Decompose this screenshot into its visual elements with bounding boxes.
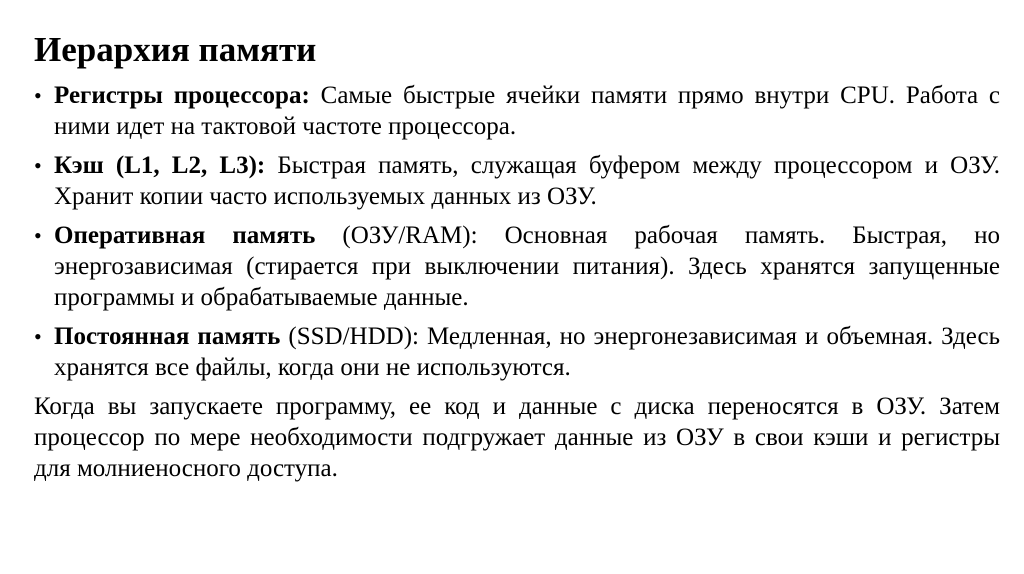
item-term: Кэш (L1, L2, L3): <box>54 152 266 179</box>
item-text: Быстрая память, служащая буфером между процессором и ОЗУ. Хранит копии часто используемых данных из ОЗУ. <box>54 152 1000 210</box>
slide-title: Иерархия памяти <box>34 30 317 69</box>
bullet-icon: • <box>34 223 42 248</box>
list-item <box>34 220 1000 313</box>
list-item <box>34 321 1000 383</box>
bullet-icon: • <box>34 153 42 178</box>
item-text: (ОЗУ/RAM): Основная рабочая память. Быстрая, но энергозависимая (стирается при выключении питания). Здесь хранятся запущенные программы и обрабатываемые данные. <box>54 222 1000 311</box>
summary-paragraph: Когда вы запускаете программу, ее код и данные с диска переносятся в ОЗУ. Затем процессор по мере необходимости подгружает данные из ОЗУ в свои кэши и регистры для молниеносного доступа. <box>34 393 1000 482</box>
list-item <box>34 80 1000 142</box>
item-text: Самые быстрые ячейки памяти прямо внутри CPU. Работа с ними идет на тактовой частоте процессора. <box>54 82 1001 140</box>
bullet-icon: • <box>34 324 42 349</box>
bullet-icon: • <box>34 83 42 108</box>
item-term: Регистры процессора: <box>54 82 310 109</box>
bullet-list <box>34 80 1000 383</box>
item-term: Оперативная память <box>54 222 316 249</box>
item-text: (SSD/HDD): Медленная, но энергонезависимая и объемная. Здесь хранятся все файлы, когда они не используются. <box>54 323 1000 381</box>
list-item <box>34 150 1000 212</box>
item-term: Постоянная память <box>54 323 281 350</box>
